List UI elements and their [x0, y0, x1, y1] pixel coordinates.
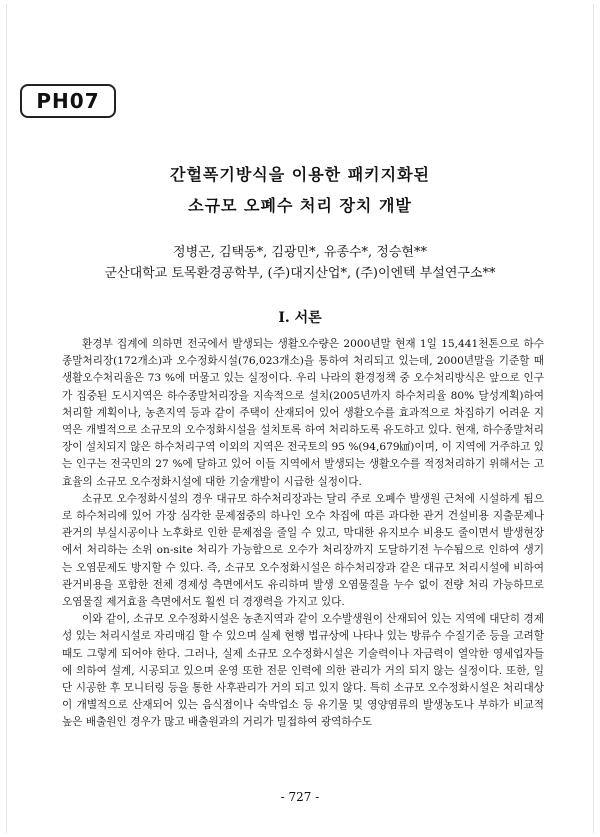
- body-text: [62, 336, 544, 732]
- section-heading: I. 서론: [278, 310, 322, 326]
- affiliation-list: 군산대학교 토목환경공학부, (주)대지산업*, (주)이엔텍 부설연구소**: [104, 266, 496, 281]
- author-list: 정병곤, 김택동*, 김광민*, 유종수*, 정승현**: [173, 245, 427, 260]
- paper-title-line-2: 소규모 오폐수 처리 장치 개발: [188, 196, 412, 215]
- paragraph: 소규모 오수정화시설의 경우 대규모 하수처리장과는 달리 주로 오폐수 발생원 근처에 시설하게 됨으로 하수처리에 있어 가장 심각한 문제점중의 하나인 오수 차집에 따른 과다한 관거 건설비용 지출문제나 관거의 부실시공이나 노후화로 인한 문제점을 줄일 수 있고, 막대한 유지보수 비용도 줄이면서 발생현장에서 처리하는 소위 on-site 처리가 가능함으로 오수가 처리장까지 도달하기전 누수됨으로 인하여 생기는 오염문제도 방지할 수 있다. 즉, 소규모 오수정화시설은 하수처리장과 같은 대규모 처리시설에 비하여 관거비용을 포함한 전체 경제성 측면에서도 유리하며 발생 오염물질을 누수 없이 전량 처리 가능하므로 오염물질 제거효율 측면에서도 훨씬 더 경쟁력을 가지고 있다.: [62, 492, 544, 609]
- paper-code-box: PH07: [20, 84, 116, 118]
- paragraph: 환경부 집계에 의하면 전국에서 발생되는 생활오수량은 2000년말 현재 1일 15,441천톤으로 하수종말처리장(172개소)과 오수정화시설(76,023개소)을 통하여 처리되고 있는데, 2000년말을 기준할 때 생활오수처리율은 73 %에 머물고 있는 실정이다. 우리 나라의 환경정책 중 오수처리방식은 앞으로 인구가 집중된 도시지역은 하수종말처리장을 지속적으로 설치(2005년까지 하수처리율 80% 달성계획)하여 처리할 계획이나, 농촌지역 등과 같이 주택이 산재되어 있어 생활오수를 효과적으로 차집하기 어려운 지역은 개별적으로 소규모의 오수정화시설을 설치토록 하여 처리하도록 유도하고 있다. 현재, 하수종말처리장이 설치되지 않은 하수처리구역 이외의 지역은 전국토의 95 %(94,679㎢)이며, 이 지역에 거주하고 있는 인구는 전국민의 27 %에 달하고 있어 이들 지역에서 발생되는 생활오수를 적정처리하기 위해서는 고효율의 소규모 오수정화시설에 대한 기술개발이 시급한 실정이다.: [62, 338, 544, 488]
- paragraph: 이와 같이, 소규모 오수정화시설은 농촌지역과 같이 오수발생원이 산재되어 있는 지역에 대단히 경제성 있는 처리시설로 자리매김 할 수 있으며 실제 현행 법규상에 나타나 있는 방류수 수질기준 등을 고려할 때도 그렇게 되어야 한다. 그러나, 실제 소규모 오수정화시설은 기술력이나 자금력이 열악한 영세업자들에 의하여 설계, 시공되고 있으며 운영 또한 전문 인력에 의한 관리가 거의 되지 않는 실정이다. 또한, 일단 시공한 후 모니터링 등을 통한 사후관리가 거의 되고 있지 않다. 특히 소규모 오수정화시설은 처리대상이 개별적으로 산재되어 있는 음식점이나 숙박업소 등 유기물 및 영양염류의 발생농도나 부하가 비교적 높은 배출원인 경우가 많고 배출원과의 거리가 밀접하여 광역하수도: [62, 613, 544, 729]
- paper-title-line-1: 간헐폭기방식을 이용한 패키지화된: [170, 165, 430, 184]
- page-number: - 727 -: [280, 790, 320, 804]
